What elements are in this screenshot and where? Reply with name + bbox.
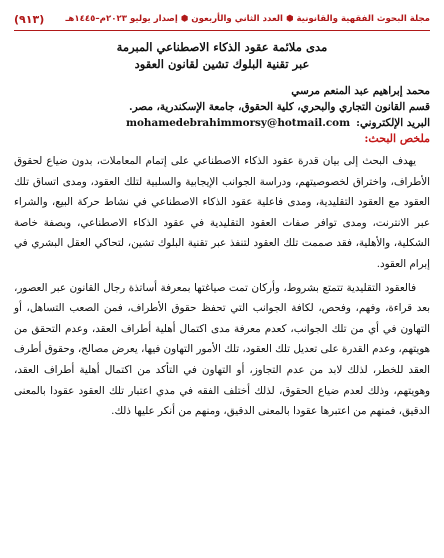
title-block xyxy=(14,39,430,73)
author-block xyxy=(14,83,430,131)
title-line-1: مدى ملائمة عقود الذكاء الاصطناعي المبرمة xyxy=(116,40,328,54)
title-line-2: عبر تقنية البلوك تشين لقانون العقود xyxy=(134,57,310,71)
abstract-paragraph-1: يهدف البحث إلى بيان قدرة عقود الذكاء الاصطناعي على إتمام المعاملات، بدون ضياع لحقوق الأطراف، واختراق لخصوصيتهم، ودراسة الجوانب الإيجابية والسلبية لتلك العقود، ومدى اتساق تلك العقود مع العقود التقليدية، ومدى فاعلية عقود الذكاء الاصطناعي في نشاط حركة البيع، والشراء عبر الانترنت، ومدى توافر صفات العقود التقليدية في عقود الذكاء الاصطناعي، وبصفة خاصة الشكلية، والأهلية، فقد صممت تلك العقود لتنفذ عبر تقنية البلوك تشين، لتحاكي العقل البشري في إبرام العقود. xyxy=(14,155,430,270)
author-affiliation: قسم القانون التجاري والبحري، كلية الحقوق، جامعة الإسكندرية، مصر. xyxy=(128,101,430,113)
abstract-paragraph-2: فالعقود التقليدية تتمتع بشروط، وأركان تمت صياغتها بمعرفة أساتذة رجال القانون عبر العصور، بعد قراءة، وفهم، وفحص، لكافة الجوانب التي تحفظ حقوق الأطراف، فمن الصعب التساهل، أو التهاون في أي من تلك الجوانب، كعدم معرفة مدى اكتمال أهلية أطراف العقد، وعدم التحقق من هويتهم، وعدم القدرة على تعديل تلك العقود، تلك الأمور التهاون فيها، يعرض مصالح، وحقوق أطرف العقد للخطر، لذلك لابد من عدم التجاوز، أو التهاون في التأكد من اكتمال أهلية أطراف العقد، وهويتهم، وذلك لعدم ضياع الحقوق، لذلك أختلف الفقه في مدي اعتبار تلك العقود عقودا بالمعنى الدقيق، فمنهم من اعتبرها عقودا بالمعنى الدقيق، ومنهم من أنكر عليها ذلك. xyxy=(14,281,430,418)
running-header xyxy=(14,8,430,31)
journal-line: مجلة البحوث الفقهية والقانونية ⬢ العدد الثاني والأربعون ⬢ إصدار يوليو ٢٠٢٣م–١٤٤٥هـ xyxy=(65,14,430,24)
author-email: mohamedebrahimmorsy@hotmail.com xyxy=(125,117,351,129)
abstract-heading: ملخص البحث: xyxy=(364,132,430,145)
page-number: (٩١٣) xyxy=(14,12,45,26)
author-name: محمد إبراهيم عبد المنعم مرسي xyxy=(291,85,430,97)
email-label: البريد الإلكتروني: xyxy=(356,117,430,129)
author-email-row xyxy=(14,115,430,131)
